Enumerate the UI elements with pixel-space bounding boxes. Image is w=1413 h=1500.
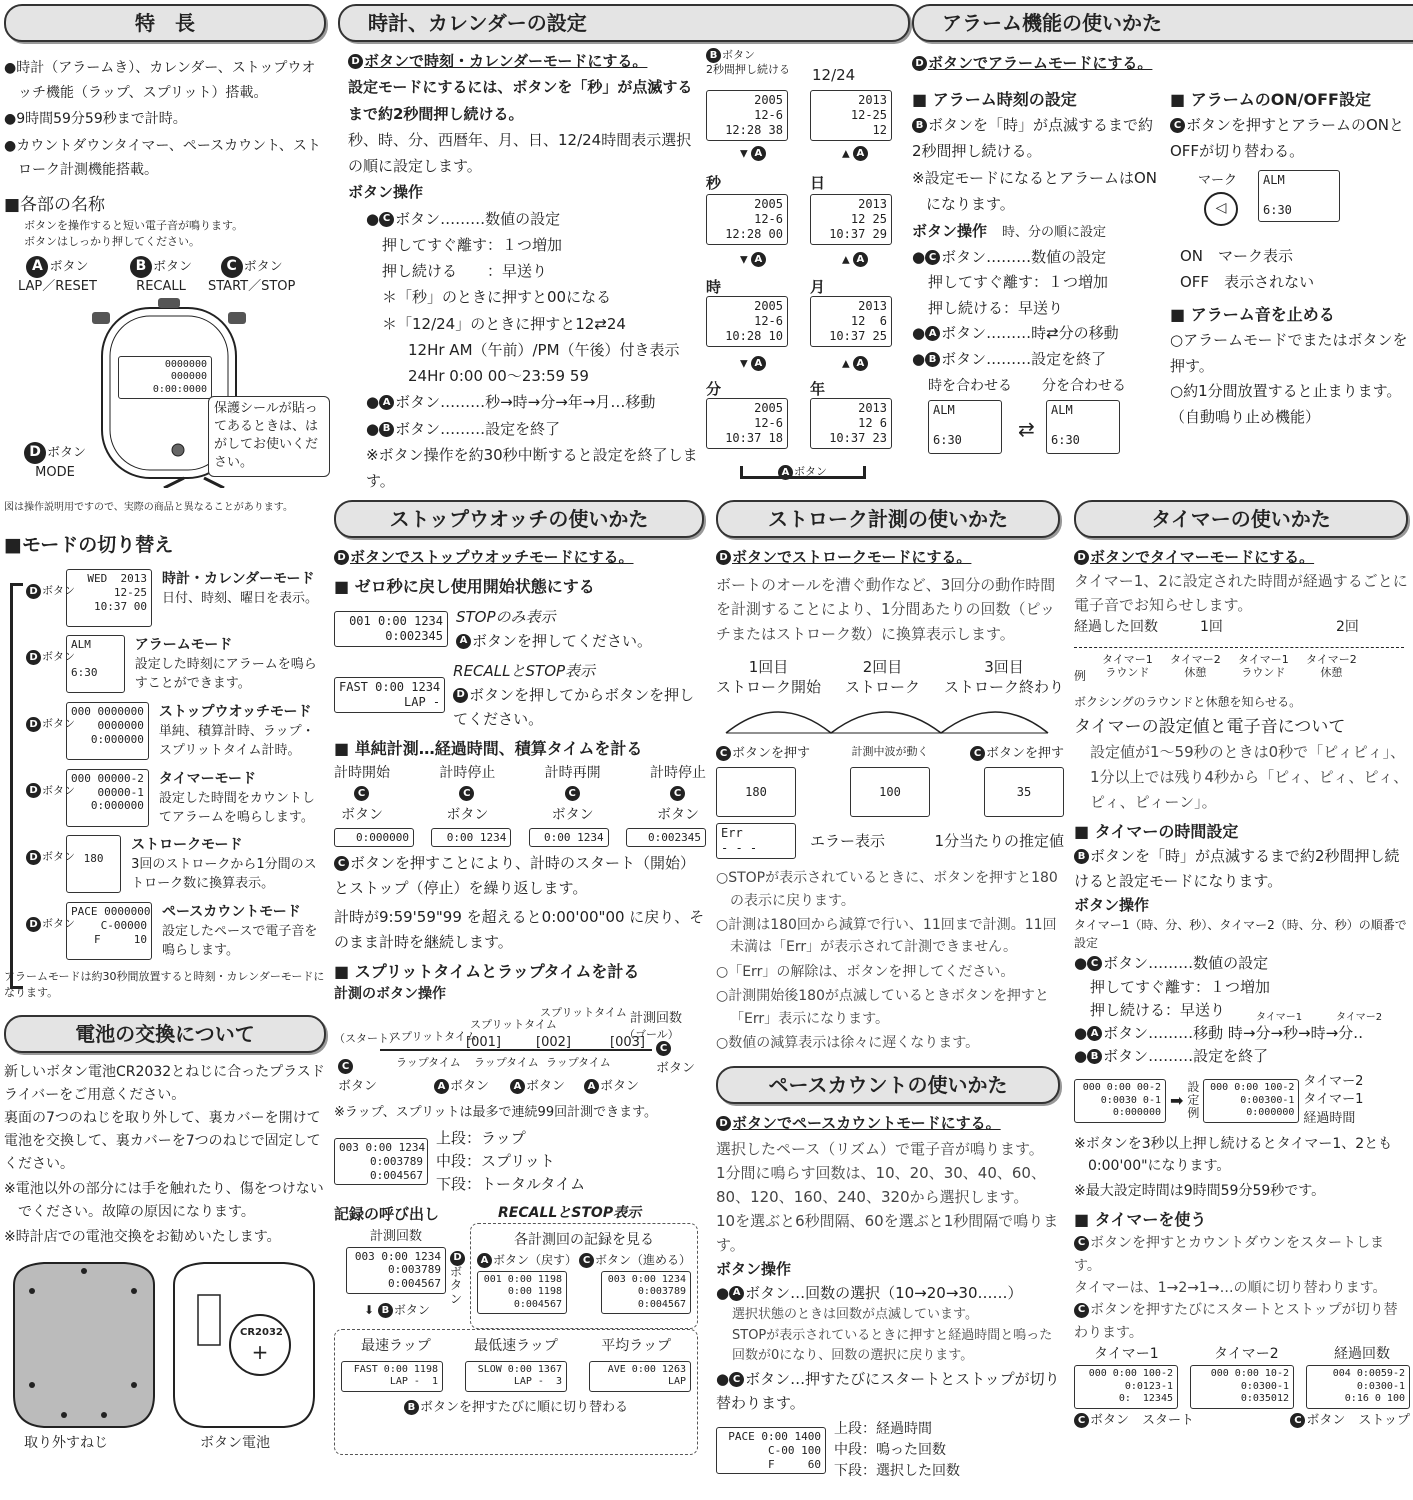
- timer-start: ボタン スタート: [1090, 1412, 1195, 1428]
- sw-btn: ボタン: [450, 1079, 490, 1095]
- stroke-note: ○「Err」の解除は、ボタンを押してください。: [716, 963, 1015, 980]
- sw-slow: 最低速ラップ: [474, 1337, 558, 1354]
- timer-c2: 押し続ける：早送り: [1090, 1000, 1226, 1019]
- column-left: [4, 0, 326, 1455]
- sw-start: （スタート）: [334, 1032, 400, 1046]
- sw-lap: ラップタイム: [396, 1056, 461, 1070]
- timer-line1: ボタンでタイマーモードにする。: [1090, 548, 1315, 566]
- btn-c-label: ボタン: [243, 259, 283, 275]
- sw-step-lcd: 0:002345: [626, 828, 706, 848]
- sw-btn: ボタン: [526, 1079, 566, 1095]
- pace-c-btn: ボタン…押すたびにスタートとストップが切り替わります。: [716, 1370, 1060, 1413]
- alarm-ops-note: 時、分の順に設定: [1002, 225, 1107, 241]
- timer-lcd: 004 0:0059-2 0:0300-1 0:16 0 100: [1306, 1365, 1410, 1409]
- mode-lcd: 180: [66, 835, 121, 893]
- sw-lap: ラップタイム: [474, 1056, 539, 1070]
- sw-step-lcd: 0:000000: [334, 828, 414, 848]
- watch-back-icon: [4, 1255, 324, 1430]
- mode-desc: 設定したペースで電子音を鳴らします。: [162, 924, 318, 958]
- sw-each: 各計測回の記録を見る: [514, 1231, 654, 1248]
- stroke-press1: ボタンを押す: [732, 745, 811, 761]
- stroke-lcd: 100: [850, 767, 930, 817]
- sw-lower: 下段：トータルタイム: [436, 1175, 586, 1194]
- alarm-p4: ○アラームモードでまたはボタンを押す。: [1170, 331, 1408, 375]
- btn-d-label: ボタン: [47, 445, 87, 461]
- alarm-lcd-hour: ALM 6:30: [928, 400, 1002, 454]
- sw-count: 計測回数: [630, 1011, 683, 1027]
- sw-lcd: 003 0:00 1234 0:003789 0:004567: [334, 1138, 428, 1185]
- pace-upper: 上段：経過時間: [834, 1421, 932, 1438]
- mode-loop-line: [10, 583, 23, 989]
- stroke-lcd: 35: [984, 767, 1064, 817]
- stroke-note: ○STOPが表示されているときに、ボタンを押すと180の表示に戻ります。: [716, 870, 1058, 909]
- disclaimer: 図は操作説明用ですので、実際の商品と異なることがあります。: [4, 501, 293, 513]
- set-min-caption: 分を合わせる: [1042, 378, 1126, 394]
- alarm-p3: ボタンを押すとアラームのONとOFFが切り替わる。: [1170, 116, 1405, 160]
- feature-bullet: ●時計（アラームき）、カレンダー、ストップウオッチ機能（ラップ、スプリット）搭載。: [4, 60, 316, 101]
- battery-note: ※時計店での電池交換をお勧めいたします。: [4, 1229, 281, 1246]
- btn-b-sub: RECALL: [136, 278, 186, 294]
- clock-section: 時計、カレンダーの設定 D ボタンで時刻・カレンダーモードにする。 設定モードにするには、ボタンを「秒」が点滅するまで約2秒間押し続ける。 秒、時、分、西暦年、月、日、12/24時間表示選択の順に設定します。 ボタン操作 ● C ボタン………数値の設定 押してすぐ離す：１つ増加 押し続ける ：早送り ＊「秒」のときに押すと00になる ＊「12/24」のときに押すと12⇄24 12Hr AM（午前）/PM（午後）付き表示 24Hr 0:00 00〜23:59 59 ● A ボタン………秒→時→分→年→月…移動 ● B ボタン………設定を終了 ※ボタン操作を約30秒中断すると設定を終了します。 B ボタン 2秒間押し続ける 12/24 2005 12-6 12:28 38 2013 12-25 12 秒 日 2005 12-6 12:28 00 2013 12 25 10:37 29 時 月 2005 12-6 10:28 10 2013 12 6 10:37 25 分 年 2005 12-6 10:37 18 2013 12 6 10:37 23 ▼ A ▼ A ▼ A ▲ A ▲ A ▲ A A ボタン: [338, 0, 898, 42]
- alarm-c1: 押してすぐ離す：１つ増加: [928, 273, 1109, 292]
- sw-n003: [003]: [610, 1035, 645, 1051]
- mode-item: D ボタン 000 0000000 0000000 0:000000 ストップウオッチモード 単純、積算計時、ラップ・スプリットタイム計時。: [66, 702, 326, 761]
- mark-caption: マーク: [1198, 173, 1238, 189]
- timer-ops: ボタン操作: [1074, 895, 1150, 914]
- sw-step-btn: ボタン: [551, 806, 594, 823]
- stroke-p1: ボートのオールを漕ぐ動作など、3回分の動作時間を計測することにより、1分間あたりの回数（ピッチまたはストローク数）に換算表示します。: [716, 575, 1056, 643]
- feature-bullet: ●9時間59分59秒まで計時。: [4, 111, 187, 127]
- battery-p2: 裏面の7つのねじを取り外して、裏カバーを開けて電池を交換して、裏カバーを7つのねじで固定してください。: [4, 1109, 321, 1173]
- stroke-note: ○計測開始後180が点滅しているときボタンを押すと「Err」表示になります。: [716, 988, 1049, 1027]
- clock-lcd: 2013 12 6 10:37 25: [810, 296, 892, 347]
- alarm-p2: ※設定モードになるとアラームはONになります。: [912, 169, 1157, 213]
- timer-p4: ボタンを押すとカウントダウンをスタートします。: [1074, 1235, 1384, 1274]
- sw-s3: ■ スプリットタイムとラップタイムを計る: [334, 962, 640, 982]
- timer-stop: ボタン ストップ: [1306, 1412, 1410, 1428]
- timer-ops-note: タイマー1（時、分、秒）、タイマー2（時、分、秒）の順番で設定: [1074, 918, 1407, 951]
- modes-list: [4, 569, 326, 960]
- arrow-right-icon: ➡: [1170, 1090, 1184, 1110]
- timer-p6: ボタンを押すたびにスタートとストップが切り替わります。: [1074, 1302, 1398, 1341]
- pace-lower: 下段：選択した回数: [834, 1463, 960, 1480]
- timer-r2: 2回: [1336, 618, 1359, 635]
- pace-p3: 10を選ぶと6秒間隔、60を選ぶと1秒間隔で鳴ります。: [716, 1211, 1059, 1254]
- timer-cap2: タイマー2: [1214, 1346, 1279, 1363]
- mode-lcd: ALM 6:30: [66, 635, 125, 693]
- alarm-s1: ■ アラーム時刻の設定: [912, 90, 1077, 109]
- clock-line1: ボタンで時刻・カレンダーモードにする。: [364, 52, 648, 70]
- sw-step: 計時開始: [334, 764, 390, 781]
- pace-ops: ボタン操作: [716, 1259, 792, 1278]
- mode-desc: 日付、時刻、曜日を表示。: [162, 591, 319, 607]
- label-hour: 時: [706, 278, 722, 296]
- pace-p1: 選択したペース（リズム）で電子音が鳴ります。: [716, 1139, 1044, 1158]
- clock-ops-title: ボタン操作: [348, 183, 424, 202]
- btn-d-sub: MODE: [35, 464, 75, 480]
- sw-back: ボタン（戻す）: [493, 1252, 578, 1267]
- stroke-wave: 計測中波が動く: [851, 744, 929, 758]
- sw-step-lcd: 0:00 1234: [431, 828, 511, 848]
- alarm-line1: ボタンでアラームモードにする。: [928, 54, 1153, 72]
- main-lcd: 0000000 000000 0:00:0000: [118, 356, 212, 400]
- cell-label: CR2032: [240, 1327, 283, 1339]
- mode-lcd: 000 0000000 0000000 0:000000: [66, 702, 149, 760]
- timer-section: タイマーの使いかた D ボタンでタイマーモードにする。 タイマー1、2に設定された時間が経過するごとに電子音でお知らせします。 経過した回数 1回 2回 タイマー1 ラウンド タイマー2 休憩 タイマー1 ラウンド タイマー2 休憩 例 ボクシングのラウンドと休憩を知らせる。 タイマーの設定値と電子音について 設定値が1〜59秒のときは0秒で「ピィピィ」、1分以上では残り4秒から「ピィ、ピィ、ピィ、ピィ、ピィーン」。 ■ タイマーの時間設定 B ボタンを「時」が点滅するまで約2秒間押し続けると設定モードになります。 ボタン操作 タイマー1（時、分、秒）、タイマー2（時、分、秒）の順番で設定 ● C ボタン………数値の設定 押してすぐ離す：１つ増加 押し続ける：早送り ● A ボタン………移動 時→分→秒→時→分‥ タイマー1 タイマー2 ● B ボタン………設定を終了 000 0:00 00-2 0:0030 0-1 0:000000 ➡ 設定例 000 0:00 100-2 0:00300-1 0:000000 タイマー2 タイマー1 経過時間 ※ボタンを3秒以上押し続けるとタイマー1、2とも0:00'00"になります。 ※最大設定時間は9時間59分59秒です。 ■ タイマーを使う C ボタンを押すとカウントダウンをスタートします。 タイマーは、1→2→1→…の順に切り替わります。 C ボタンを押すたびにスタートとストップが切り替わります。 タイマー1 タイマー2 経過回数 000 0:00 100-2 0:0123-1 0: 12345 000 0:00 10-2 0:0300-1 0:035012 004 0:0059-2 0:0300-1 0:16 0 100 C ボタン スタート C ボタン ストップ: [1074, 500, 1410, 1430]
- sw-count: 計測回数: [370, 1228, 423, 1244]
- timer-c1: 押してすぐ離す：１つ増加: [1090, 977, 1271, 996]
- clock-c1: 押してすぐ離す：１つ増加: [382, 235, 563, 254]
- clock-header: 時計、カレンダーの設定: [338, 4, 910, 42]
- stroke-err: エラー表示: [810, 832, 886, 850]
- battery-note: ※電池以外の部分には手を触れたり、傷をつけないでください。故障の原因になります。: [4, 1181, 324, 1221]
- modes-note: アラームモードは約30秒間放置すると時刻・カレンダーモードになります。: [4, 969, 325, 999]
- clock-line3: 秒、時、分、西暦年、月、日、12/24時間表示選択の順に設定します。: [348, 130, 692, 175]
- timer-p2: 設定値が1〜59秒のときは0秒で「ピィピィ」、1分以上では残り4秒から「ピィ、ピィ、ピィ、ピィ、ピィーン」。: [1090, 743, 1409, 811]
- sw-fast: 最速ラップ: [361, 1337, 431, 1354]
- timer-s1: タイマーの設定値と電子音について: [1074, 716, 1346, 737]
- clock-c2: 押し続ける ：早送り: [382, 262, 548, 280]
- mode-title: タイマーモード: [158, 770, 257, 787]
- sw-avg: 平均ラップ: [601, 1337, 671, 1354]
- stopwatch-header: ストップウオッチの使いかた: [334, 500, 704, 538]
- sw-lcd: 003 0:00 1234 0:003789 0:004567: [346, 1247, 446, 1294]
- sw-max-note: ※ラップ、スプリットは最多で連続99回計測できます。: [334, 1105, 658, 1121]
- battery-p1: 新しいボタン電池CR2032とねじに合ったプラスドライバーをご用意ください。: [4, 1063, 325, 1103]
- c-icon: C: [221, 256, 243, 278]
- sw-lcd: FAST 0:00 1198 LAP - 1: [341, 1361, 443, 1392]
- stopwatch-section: ストップウオッチの使いかた D ボタンでストップウオッチモードにする。 ■ ゼロ秒に戻し使用開始状態にする 001 0:00 1234 0:002345 STOPのみ表示 A ボタンを押してください。 FAST 0:00 1234 LAP - RECALLとSTOP表示 D ボタンを押してからボタンを押してください。 ■ 単純計測…経過時間、積算タイムを計る 計時開始 C ボタン 計時停止 C ボタン 計時再開 C ボタン 計時停止 C ボタン 0:000000 0:00 1234 0:00 1234 0:002345 C ボタンを押すことにより、計時のスタート（開始）とストップ（停止）を繰り返します。 計時が9:59'59"99 を超えると0:00'00"00 に戻り、そのまま計時を継続します。 ■ スプリットタイムとラップタイムを計る 計測のボタン操作 （スタート） （ゴール） 計測回数 スプリットタイム スプリットタイム スプリットタイム [001] [002] [003] ラップタイム ラップタイム ラップタイム C ボタン C ボタン A ボタン A ボタン A ボタン ※ラップ、スプリットは最多で連続99回計測できます。 003 0:00 1234 0:003789 0:004567 上段：ラップ 中段：スプリット 下段：トータルタイム 記録の呼び出し RECALLとSTOP表示 計測回数 003 0:00 1234 0:003789 0:004567 ⬇ B ボタン Dボタン 各計測回の記録を見る A ボタン（戻す） C ボタン（進める） 001 0:00 1198 0:00 1198 0:004567 003 0:00 1234 0:003789 0:004567 最速ラップ 最低速ラップ 平均ラップ FAST 0:00 1198 LAP - 1 SLOW 0:00 1367 LAP - 3 AVE 0:00 1263 LAP B ボタンを押すたびに順に切り替わる: [334, 500, 706, 1453]
- timer-p1: タイマー1、2に設定された時間が経過するごとに電子音でお知らせします。: [1074, 571, 1408, 614]
- btn-a-label: ボタン: [49, 259, 89, 275]
- timer-r1: 1回: [1200, 618, 1223, 635]
- sw-step: 計時停止: [649, 764, 706, 781]
- clock-setting-diagram: B ボタン 2秒間押し続ける 12/24 2005 12-6 12:28 38 2013 12-25 12 秒 日 2005 12-6 12:28 00 2013 12 25 10:37 29 時 月 2005 12-6 10:28 10 2013 12 6 10:37 25 分 年 2005 12-6 10:37 18 2013 12 6 10:37 23 ▼ A ▼ A ▼ A ▲ A ▲ A ▲ A A ボタン: [706, 48, 896, 488]
- timer-lcd: 000 0:00 100-2 0:00300-1 0:000000: [1203, 1079, 1299, 1123]
- parts-title: ■各部の名称: [4, 194, 106, 215]
- timer-timeline: [1074, 617, 1410, 693]
- mode-title: ストロークモード: [131, 837, 243, 854]
- timer-t1: タイマー1 ラウンド: [1102, 652, 1153, 679]
- stroke-h1: 1回目 ストローク開始: [716, 657, 822, 696]
- alarm-a-btn: ボタン………時⇄分の移動: [941, 324, 1119, 343]
- sw-upper: 上段：ラップ: [436, 1128, 526, 1147]
- alarm-lcd-min: ALM 6:30: [1046, 400, 1120, 454]
- clock-lcd: 2013 12 6 10:37 23: [810, 398, 892, 449]
- mode-item: D ボタン WED 2013 12-25 10:37 00 時計・カレンダーモード 日付、時刻、曜日を表示。: [66, 569, 326, 627]
- mode-item: D ボタン 180 ストロークモード 3回のストロークから1分間のストローク数に換算表示。: [66, 835, 326, 894]
- label-day: 日: [810, 174, 826, 192]
- btn-c-sub: START／STOP: [208, 278, 296, 294]
- sw-stop-only: STOPのみ表示: [456, 607, 556, 626]
- sw-recall-rs: RECALLとSTOP表示: [498, 1204, 642, 1221]
- timer-c-btn: ボタン………数値の設定: [1103, 954, 1269, 973]
- alarm-p5: ○約1分間放置すると止まります。（自動鳴り止め機能）: [1170, 382, 1402, 426]
- timer-cap1: タイマー1: [1094, 1346, 1159, 1363]
- parts-note: ボタンはしっかり押してください。: [24, 234, 200, 248]
- d-icon: D: [348, 54, 363, 69]
- sw-s2: ■ 単純計測…経過時間、積算タイムを計る: [334, 738, 643, 758]
- mode-title: ストップウオッチモード: [158, 704, 312, 721]
- stroke-line1: ボタンでストロークモードにする。: [732, 548, 972, 566]
- alarm-c-btn: ボタン………数値の設定: [941, 247, 1107, 266]
- pace-a1: 選択状態のときは回数が点滅しています。: [732, 1306, 978, 1322]
- mode-item: D ボタン PACE 0000000 C-00000 F 10 ペースカウントモード 設定したペースで電子音を鳴らします。: [66, 902, 326, 961]
- mode-item: D ボタン ALM 6:30 アラームモード 設定した時刻にアラームを鳴らすことができます。: [66, 635, 326, 694]
- clock-lcd: 2005 12-6 10:28 10: [706, 296, 788, 347]
- label-1224: 12/24: [812, 66, 856, 84]
- mode-title: ペースカウントモード: [162, 904, 301, 921]
- sw-btn: ボタン: [600, 1079, 640, 1095]
- sw-line1: ボタンでストップウオッチモードにする。: [350, 548, 634, 566]
- timer-lcd: 000 0:00 100-2 0:0123-1 0: 12345: [1074, 1365, 1178, 1409]
- pace-lcd: PACE 0:00 1400 C-00 100 F 60: [716, 1427, 826, 1474]
- set-hour-caption: 時を合わせる: [928, 378, 1012, 394]
- sw-lcd: 001 0:00 1234 0:002345: [334, 611, 448, 647]
- alarm-s3: ■ アラーム音を止める: [1170, 305, 1335, 325]
- timer-t2: タイマー2 休憩: [1170, 652, 1221, 679]
- mode-lcd: 000 00000-2 00000-1 0:000000: [66, 769, 149, 827]
- mode-title: 時計・カレンダーモード: [162, 571, 315, 588]
- sw-step-lcd: 0:00 1234: [529, 828, 609, 848]
- battery-diagram: [4, 1255, 326, 1455]
- timer-n1: ※ボタンを3秒以上押し続けるとタイマー1、2とも0:00'00"になります。: [1074, 1136, 1393, 1175]
- timer-t1: タイマー1 ラウンド: [1238, 652, 1289, 679]
- watch-diagram: [4, 256, 326, 486]
- screw-caption: 取り外すねじ: [24, 1435, 108, 1452]
- stroke-h3: 3回目 ストローク終わり: [943, 657, 1064, 696]
- sw-split: スプリットタイム: [470, 1018, 557, 1032]
- timer-leg3: 経過時間: [1303, 1111, 1356, 1127]
- battery-header: 電池の交換について: [4, 1015, 326, 1053]
- sw-lap: ラップタイム: [546, 1056, 611, 1070]
- a-icon: A: [26, 256, 48, 278]
- stroke-err-lcd: Err - - -: [716, 823, 796, 859]
- timer-leg1: タイマー2: [1303, 1073, 1364, 1089]
- alarm-header: アラーム機能の使いかた: [912, 4, 1413, 42]
- clock-c4: ＊「12/24」のときに押すと12⇄24: [382, 314, 626, 333]
- stroke-lcd: 180: [716, 767, 796, 817]
- sw-s1: ■ ゼロ秒に戻し使用開始状態にする: [334, 576, 595, 596]
- sw-btn: ボタン: [338, 1078, 378, 1094]
- timer-elapsed: 経過した回数: [1074, 618, 1158, 635]
- timer-n2: ※最大設定時間は9時間59分59秒です。: [1074, 1182, 1326, 1199]
- mode-lcd: PACE 0000000 C-00000 F 10: [66, 902, 152, 960]
- sw-ops: 計測のボタン操作: [334, 986, 446, 1003]
- mode-desc: 設定した時間をカウントしてアラームを鳴らします。: [158, 790, 315, 825]
- timer-leg2: タイマー1: [1303, 1092, 1364, 1108]
- sw-recall-stop: RECALLとSTOP表示: [453, 661, 596, 680]
- feature-bullet: ●カウントダウンタイマー、ペースカウント、ストローク計測機能搭載。: [4, 137, 321, 178]
- b-icon: B: [130, 256, 152, 278]
- timer-lcd: 000 0:00 00-2 0:0030 0-1 0:000000: [1074, 1079, 1166, 1123]
- timer-ex: 例: [1074, 668, 1087, 683]
- sw-step-btn: ボタン: [341, 806, 383, 823]
- alarm-mark-lcd: ALM 6:30: [1258, 170, 1340, 222]
- modes-title: ■モードの切り替え: [4, 533, 174, 556]
- clock-c5: 12Hr AM（午前）/PM（午後）付き表示: [408, 340, 680, 359]
- clock-btn-label: ボタン: [794, 465, 827, 478]
- clock-lcd: 2005 12-6 12:28 38: [706, 90, 788, 141]
- timer-set-ex: 設定例: [1187, 1079, 1200, 1121]
- alarm-ops-title: ボタン操作: [912, 222, 988, 241]
- pace-a-btn: ボタン…回数の選択（10→20→30……）: [745, 1283, 1023, 1302]
- timer-lcd: 000 0:00 10-2 0:0300-1 0:035012: [1190, 1365, 1294, 1409]
- alarm-off: OFF 表示されない: [1180, 272, 1315, 291]
- d-icon: D: [24, 442, 46, 464]
- label-min: 分: [706, 380, 722, 398]
- pace-p2: 1分間に鳴らす回数は、10、20、30、40、60、80、120、160、240、320から選択します。: [716, 1163, 1046, 1206]
- label-year: 年: [810, 380, 826, 398]
- sw-split: スプリットタイム: [540, 1006, 627, 1020]
- alarm-section: アラーム機能の使いかた D ボタンでアラームモードにする。 ■ アラーム時刻の設定 B ボタンを「時」が点滅するまで約2秒間押し続ける。 ※設定モードになるとアラームはONになります。 ボタン操作 時、分の順に設定 ● C ボタン………数値の設定 押してすぐ離す：１つ増加 押し続ける：早送り ● A ボタン………時⇄分の移動 ● B ボタン………設定を終了 時を合わせる 分を合わせる ALM 6:30 ⇄ ALM 6:30 ■ アラームのON/OFF設定 C ボタンを押すとアラームのONとOFFが切り替わる。 マーク ◁ ALM 6:30 ON マーク表示 OFF 表示されない ■ アラーム音を止める ○アラームモードでまたはボタンを押す。 ○約1分間放置すると止まります。（自動鳴り止め機能）: [912, 0, 1410, 75]
- clock-c3: ＊「秒」のときに押すと00になる: [382, 288, 612, 307]
- btn-b-label: ボタン: [153, 259, 193, 275]
- clock-a-btn: ボタン………秒→時→分→年→月…移動: [395, 393, 656, 412]
- sw-p2: 計時が9:59'59"99 を超えると0:00'00"00 に戻り、そのまま計時を継続します。: [334, 907, 705, 951]
- sw-mid: 中段：スプリット: [436, 1152, 555, 1170]
- timer-a-seq: 時→分→秒→時→分‥: [1227, 1024, 1364, 1042]
- stroke-header: ストローク計測の使いかた: [716, 500, 1060, 538]
- clock-lcd: 2005 12-6 12:28 00: [706, 194, 788, 245]
- sw-step: 計時停止: [439, 764, 496, 781]
- sw-n002: [002]: [536, 1035, 571, 1051]
- stroke-h2: 2回目 ストローク: [844, 657, 920, 696]
- mode-desc: 3回のストロークから1分間のストローク数に換算表示。: [131, 857, 317, 892]
- timer-t2: タイマー2 休憩: [1306, 652, 1357, 679]
- timer-t2-label: タイマー2: [1336, 1012, 1383, 1023]
- sw-step: 計時再開: [544, 764, 601, 781]
- sw-step-btn: ボタン: [446, 806, 489, 823]
- alarm-mark-icon: ◁: [1204, 192, 1238, 226]
- stroke-section: ストローク計測の使いかた D ボタンでストロークモードにする。 ボートのオールを漕ぐ動作など、3回分の動作時間を計測することにより、1分間あたりの回数（ピッチまたはストローク数）に換算表示します。 1回目 ストローク開始 2回目 ストローク 3回目 ストローク終わり C ボタンを押す 計測中波が動く C ボタンを押す 180 100 35 Err - - - エラー表示 1分当たりの推定値 ○STOPが表示されているときに、ボタンを押すと180の表示に戻ります。 ○計測は180回から減算で行い、11回まで計測。11回未満は「Err」が表示されて計測できません。 ○「Err」の解除は、ボタンを押してください。 ○計測開始後180が点滅しているときボタンを押すと「Err」表示になります。 ○数値の減算表示は徐々に遅くなります。 ペースカウントの使いかた D ボタンでペースカウントモードにする。 選択したペース（リズム）で電子音が鳴ります。 1分間に鳴らす回数は、10、20、30、40、60、80、120、160、240、320から選択します。 10を選ぶと6秒間隔、60を選ぶと1秒間隔で鳴ります。 ボタン操作 ● A ボタン…回数の選択（10→20→30……） 選択状態のときは回数が点滅しています。 STOPが表示されているときに押すと経過時間と鳴った回数が0になり、回数の選択に戻ります。 ● C ボタン…押すたびにスタートとストップが切り替わります。 PACE 0:00 1400 C-00 100 F 60 上段：経過時間 中段：鳴った回数 下段：選択した回数: [716, 500, 1064, 1482]
- split-lap-diagram: （スタート） （ゴール） 計測回数 スプリットタイム スプリットタイム スプリットタイム [001] [002] [003] ラップタイム ラップタイム ラップタイム C ボタン C ボタン A ボタン A ボタン A ボタン: [334, 1006, 696, 1095]
- mode-title: アラームモード: [134, 637, 233, 654]
- stroke-press2: ボタンを押す: [985, 745, 1064, 761]
- sw-btn: ボタン: [656, 1060, 696, 1076]
- clock-c-btn: ボタン………数値の設定: [395, 209, 561, 228]
- recall-diagram: 記録の呼び出し RECALLとSTOP表示 計測回数 003 0:00 1234 0:003789 0:004567 ⬇ B ボタン Dボタン 各計測回の記録を見る A ボタン（戻す） C ボタン（進める） 001 0:00 1198 0:00 1198 0:004567 003 0:00 1234 0:003789 0:004567 最速ラップ 最低速ラップ 平均ラップ FAST 0:00 1198 LAP - 1 SLOW 0:00 1367 LAP - 3 AVE 0:00 1263 LAP B ボタンを押すたびに順に切り替わる: [334, 1203, 706, 1453]
- alarm-on: ON マーク表示: [1180, 247, 1294, 266]
- sw-lcd: 003 0:00 1234 0:003789 0:004567: [601, 1271, 691, 1315]
- sw-recall: 記録の呼び出し: [334, 1204, 440, 1223]
- clock-c6: 24Hr 0:00 00〜23:59 59: [408, 367, 589, 385]
- clock-dia-top: ボタン 2秒間押し続ける: [706, 48, 790, 76]
- sw-stop-only-d: ボタンを押してください。: [472, 631, 653, 650]
- sw-n001: [001]: [466, 1035, 501, 1051]
- alarm-b-btn: ボタン………設定を終了: [941, 349, 1107, 368]
- pace-mid: 中段：鳴った回数: [834, 1442, 946, 1459]
- clock-note: ※ボタン操作を約30秒中断すると設定を終了します。: [366, 445, 698, 490]
- alarm-s2: ■ アラームのON/OFF設定: [1170, 90, 1371, 109]
- alarm-c2: 押し続ける：早送り: [928, 298, 1064, 317]
- timer-s3: ■ タイマーを使う: [1074, 1210, 1207, 1230]
- timer-header: タイマーの使いかた: [1074, 500, 1408, 538]
- timer-b-btn: ボタン………設定を終了: [1103, 1047, 1269, 1066]
- timer-a-btn: ボタン………移動: [1103, 1024, 1224, 1042]
- sw-lcd: FAST 0:00 1234 LAP -: [334, 677, 445, 713]
- sw-p1: ボタンを押すことにより、計時のスタート（開始）とストップ（停止）を繰り返します。: [334, 854, 696, 897]
- pace-a2: STOPが表示されているときに押すと経過時間と鳴った回数が0になり、回数の選択に戻ります。: [732, 1327, 1053, 1364]
- sw-b-note: ボタンを押すたびに順に切り替わる: [419, 1399, 628, 1415]
- stroke-est: 1分当たりの推定値: [934, 832, 1064, 850]
- timer-p3: ボタンを「時」が点滅するまで約2秒間押し続けると設定モードになります。: [1074, 847, 1400, 890]
- cell-caption: ボタン電池: [200, 1435, 270, 1452]
- clock-lcd: 2013 12 25 10:37 29: [810, 194, 892, 245]
- sw-lcd: 001 0:00 1198 0:00 1198 0:004567: [477, 1271, 567, 1315]
- sw-lcd: SLOW 0:00 1367 LAP - 3: [465, 1361, 567, 1392]
- btn-a-sub: LAP／RESET: [18, 278, 97, 294]
- timer-cap3: 経過回数: [1334, 1346, 1390, 1363]
- timer-t1-label: タイマー1: [1256, 1012, 1303, 1023]
- svg-text:+: +: [251, 1340, 269, 1365]
- label-sec: 秒: [706, 174, 722, 192]
- label-month: 月: [810, 278, 826, 296]
- timer-s2: ■ タイマーの時間設定: [1074, 822, 1239, 842]
- mode-desc: 設定した時刻にアラームを鳴らすことができます。: [134, 657, 317, 692]
- mode-desc: 単純、積算計時、ラップ・スプリットタイム計時。: [158, 724, 315, 758]
- seal-note: 保護シールが貼ってあるときは、はがしてお使いください。: [208, 396, 330, 477]
- alarm-p1: ボタンを「時」が点滅するまで約2秒間押し続ける。: [912, 116, 1154, 160]
- mode-item: D ボタン 000 00000-2 00000-1 0:000000 タイマーモード 設定した時間をカウントしてアラームを鳴らします。: [66, 769, 326, 828]
- sw-recall-stop-d: ボタンを押してからボタンを押してください。: [453, 685, 695, 728]
- clock-lcd: 2005 12-6 10:37 18: [706, 398, 788, 449]
- mode-lcd: WED 2013 12-25 10:37 00: [66, 569, 152, 627]
- swap-arrow-icon: ⇄: [1018, 417, 1035, 441]
- pace-header: ペースカウントの使いかた: [716, 1066, 1060, 1104]
- clock-line2: 設定モードにするには、ボタンを「秒」が点滅するまで約2秒間押し続ける。: [348, 78, 693, 123]
- pace-line1: ボタンでペースカウントモードにする。: [732, 1114, 1001, 1133]
- sw-fwd: ボタン（進める）: [594, 1252, 691, 1267]
- parts-note: ボタンを操作すると短い電子音が鳴ります。: [24, 219, 244, 232]
- sw-split: スプリットタイム: [390, 1030, 477, 1044]
- sw-goal: （ゴール）: [624, 1028, 679, 1042]
- timer-ex-note: ボクシングのラウンドと休憩を知らせる。: [1074, 694, 1302, 709]
- stroke-wave-icon: [716, 697, 1056, 737]
- stroke-note: ○数値の減算表示は徐々に遅くなります。: [716, 1034, 980, 1051]
- sw-step-btn: ボタン: [656, 806, 699, 823]
- clock-lcd: 2013 12-25 12: [810, 90, 892, 141]
- timer-p5: タイマーは、1→2→1→…の順に切り替わります。: [1074, 1279, 1387, 1296]
- clock-b-btn: ボタン………設定を終了: [395, 419, 561, 438]
- sw-lcd: AVE 0:00 1263 LAP: [589, 1361, 691, 1392]
- features-header: 特 長: [4, 4, 326, 42]
- stroke-note: ○計測は180回から減算で行い、11回まで計測。11回未満は「Err」が表示されて計測できません。: [716, 917, 1057, 956]
